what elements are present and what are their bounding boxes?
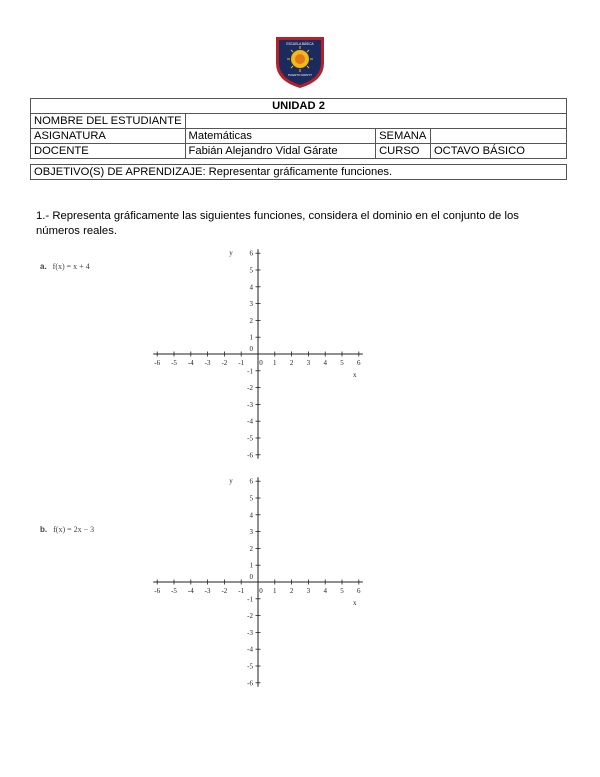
y-tick-label: 3: [249, 300, 253, 309]
cartesian-plane-b[interactable]: [140, 474, 380, 694]
y-tick-label: -4: [247, 417, 253, 426]
y-tick-label: -6: [247, 679, 253, 688]
x-tick-label: 0: [259, 587, 263, 595]
x-tick-label: -3: [204, 587, 211, 595]
y-axis-label: y: [229, 249, 233, 258]
y-tick-label: -5: [247, 434, 253, 443]
y-tick-label: 3: [249, 528, 253, 537]
x-tick-label: -6: [154, 587, 161, 595]
crest-text-top: ESCUELA BÁSICA: [286, 42, 314, 46]
x-tick-label: -2: [221, 359, 228, 367]
y-tick-label: 0: [249, 573, 253, 581]
school-crest-icon: [273, 33, 327, 89]
y-tick-label: 6: [249, 249, 253, 258]
y-tick-label: -3: [247, 400, 253, 409]
cartesian-plane-a[interactable]: [140, 246, 380, 466]
y-tick-label: -1: [247, 595, 253, 604]
x-axis-label: x: [353, 371, 357, 379]
x-tick-label: -4: [187, 359, 194, 367]
course-label: CURSO: [376, 144, 431, 159]
y-tick-label: 4: [249, 511, 253, 520]
y-tick-label: 1: [249, 561, 253, 570]
teacher-value: Fabián Alejandro Vidal Gárate: [185, 144, 376, 159]
week-label: SEMANA: [376, 129, 431, 144]
x-tick-label: -5: [171, 359, 177, 367]
exercise-a-letter: a.: [40, 262, 47, 271]
x-tick-label: 1: [273, 359, 277, 367]
y-axis-label: y: [229, 477, 233, 486]
x-tick-label: 4: [323, 359, 327, 367]
y-tick-label: 5: [249, 266, 253, 275]
x-tick-label: 4: [323, 587, 327, 595]
x-tick-label: 6: [357, 587, 361, 595]
x-tick-label: -5: [171, 587, 177, 595]
x-tick-label: -3: [204, 359, 211, 367]
x-tick-label: 0: [259, 359, 263, 367]
x-tick-label: 3: [306, 587, 311, 595]
y-tick-label: 0: [249, 345, 253, 353]
week-field[interactable]: [430, 129, 566, 144]
x-tick-label: 6: [357, 359, 361, 367]
y-tick-label: -5: [247, 662, 253, 671]
y-tick-label: -6: [247, 451, 253, 460]
y-tick-label: 2: [249, 544, 253, 553]
student-name-field[interactable]: [185, 114, 566, 129]
x-tick-label: 5: [340, 359, 344, 367]
subject-value: Matemáticas: [185, 129, 376, 144]
subject-label: ASIGNATURA: [31, 129, 186, 144]
x-tick-label: -1: [238, 359, 245, 367]
y-tick-label: -4: [247, 645, 253, 654]
x-tick-label: 5: [340, 587, 344, 595]
exercise-b-function: f(x) = 2x − 3: [53, 525, 95, 534]
teacher-label: DOCENTE: [31, 144, 186, 159]
exercise-b-label: [40, 525, 94, 534]
learning-objective: OBJETIVO(S) DE APRENDIZAJE: Representar gráficamente funciones.: [30, 164, 567, 180]
exercise-b-letter: b.: [40, 525, 48, 534]
x-axis-label: x: [353, 599, 357, 607]
course-value: OCTAVO BÁSICO: [430, 144, 566, 159]
y-tick-label: 4: [249, 283, 253, 292]
y-tick-label: -2: [247, 384, 253, 393]
exercise-a-label: [40, 262, 90, 271]
student-info-table: [30, 98, 567, 159]
y-tick-label: 1: [249, 333, 253, 342]
x-tick-label: -6: [154, 359, 161, 367]
y-tick-label: 2: [249, 316, 253, 325]
exercise-a-function: f(x) = x + 4: [52, 262, 90, 271]
y-tick-label: 5: [249, 494, 253, 503]
y-tick-label: -3: [247, 628, 253, 637]
y-tick-label: -2: [247, 612, 253, 621]
x-tick-label: 3: [306, 359, 311, 367]
x-tick-label: -4: [187, 587, 194, 595]
x-tick-label: 2: [289, 359, 294, 367]
y-tick-label: 6: [249, 477, 253, 486]
unit-title: UNIDAD 2: [31, 99, 567, 114]
y-tick-label: -1: [247, 367, 253, 376]
crest-text-bottom: PUERTO MONTT: [288, 73, 312, 77]
x-tick-label: -2: [221, 587, 228, 595]
x-tick-label: -1: [238, 587, 245, 595]
x-tick-label: 1: [273, 587, 277, 595]
x-tick-label: 2: [289, 587, 294, 595]
exercise-instruction: 1.- Representa gráficamente las siguientes funciones, considera el dominio en el conjunto de los números reales.: [36, 210, 519, 237]
student-name-label: NOMBRE DEL ESTUDIANTE: [31, 114, 186, 129]
